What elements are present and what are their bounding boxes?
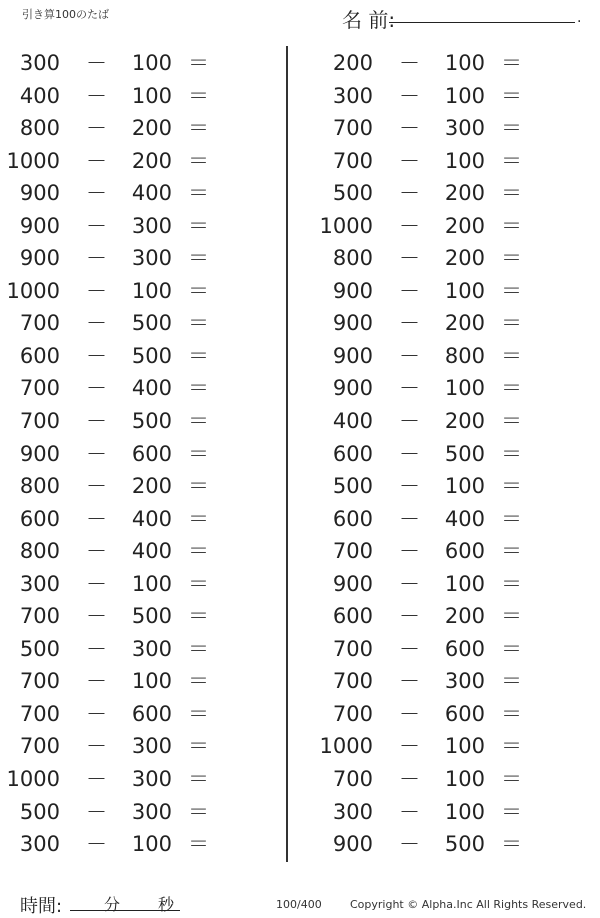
minus-sign: －: [86, 181, 107, 206]
problem-row: [313, 80, 593, 113]
minuend: 500: [19, 799, 60, 824]
problem-row: [313, 600, 593, 633]
problem-row: [313, 340, 593, 373]
minus-sign: －: [399, 246, 420, 271]
minus-sign: －: [86, 51, 107, 75]
minuend: 300: [19, 51, 60, 75]
minus-sign: －: [399, 278, 420, 303]
subtrahend: 100: [444, 278, 485, 303]
minus-sign: －: [399, 701, 420, 726]
equals-sign: ＝: [188, 474, 209, 499]
equals-sign: ＝: [501, 278, 522, 303]
minus-sign: －: [399, 799, 420, 824]
minuend: 400: [332, 409, 373, 434]
problem-row: [0, 535, 280, 568]
minuend: 600: [19, 506, 60, 531]
minus-sign: －: [86, 376, 107, 401]
equals-sign: ＝: [501, 116, 522, 141]
minuend: 300: [19, 571, 60, 596]
subtrahend: 100: [444, 474, 485, 499]
problem-row: [313, 177, 593, 210]
problem-row: [313, 470, 593, 503]
minus-sign: －: [86, 799, 107, 824]
equals-sign: ＝: [501, 799, 522, 824]
minuend: 500: [19, 636, 60, 661]
subtrahend: 400: [131, 506, 172, 531]
minuend: 800: [19, 116, 60, 141]
minus-sign: －: [86, 604, 107, 629]
minuend: 1000: [319, 213, 373, 238]
minus-sign: －: [399, 669, 420, 694]
equals-sign: ＝: [188, 701, 209, 726]
equals-sign: ＝: [188, 311, 209, 336]
problem-row: [313, 796, 593, 829]
left-problem-column: [0, 47, 280, 861]
minus-sign: －: [399, 474, 420, 499]
subtrahend: 500: [131, 343, 172, 368]
minuend: 900: [332, 343, 373, 368]
minuend: 600: [19, 343, 60, 368]
subtrahend: 800: [444, 343, 485, 368]
subtrahend: 300: [131, 799, 172, 824]
equals-sign: ＝: [188, 539, 209, 564]
equals-sign: ＝: [501, 83, 522, 108]
problem-row: [313, 405, 593, 438]
equals-sign: ＝: [188, 116, 209, 141]
minus-sign: －: [86, 571, 107, 596]
equals-sign: ＝: [501, 539, 522, 564]
problem-row: [0, 210, 280, 243]
equals-sign: ＝: [188, 409, 209, 434]
equals-sign: ＝: [501, 213, 522, 238]
minuend: 900: [332, 376, 373, 401]
minus-sign: －: [399, 571, 420, 596]
problem-row: [313, 535, 593, 568]
problem-row: [313, 828, 593, 861]
equals-sign: ＝: [501, 474, 522, 499]
subtrahend: 400: [131, 539, 172, 564]
subtrahend: 200: [131, 474, 172, 499]
subtrahend: 500: [444, 832, 485, 857]
subtrahend: 100: [444, 148, 485, 173]
equals-sign: ＝: [501, 181, 522, 206]
subtrahend: 300: [131, 636, 172, 661]
minus-sign: －: [399, 734, 420, 759]
equals-sign: ＝: [501, 51, 522, 75]
minus-sign: －: [86, 767, 107, 792]
subtrahend: 500: [131, 311, 172, 336]
subtrahend: 100: [131, 832, 172, 857]
minuend: 700: [19, 669, 60, 694]
minuend: 700: [19, 604, 60, 629]
subtrahend: 500: [131, 409, 172, 434]
subtrahend: 100: [444, 799, 485, 824]
equals-sign: ＝: [501, 832, 522, 857]
subtrahend: 300: [444, 116, 485, 141]
minuend: 600: [332, 604, 373, 629]
subtrahend: 200: [444, 246, 485, 271]
minus-sign: －: [86, 474, 107, 499]
minus-sign: －: [399, 441, 420, 466]
problem-row: [0, 307, 280, 340]
subtrahend: 400: [444, 506, 485, 531]
subtrahend: 300: [131, 213, 172, 238]
problem-row: [0, 275, 280, 308]
subtrahend: 100: [131, 669, 172, 694]
minus-sign: －: [86, 148, 107, 173]
name-input-line[interactable]: [389, 22, 575, 23]
equals-sign: ＝: [501, 148, 522, 173]
minus-sign: －: [399, 148, 420, 173]
problem-row: [313, 633, 593, 666]
subtrahend: 100: [131, 278, 172, 303]
minuend: 900: [332, 311, 373, 336]
minuend: 700: [19, 701, 60, 726]
minuend: 700: [19, 376, 60, 401]
minuend: 900: [332, 832, 373, 857]
minus-sign: －: [86, 343, 107, 368]
equals-sign: ＝: [188, 506, 209, 531]
equals-sign: ＝: [501, 441, 522, 466]
minus-sign: －: [86, 539, 107, 564]
minuend: 900: [19, 181, 60, 206]
equals-sign: ＝: [501, 376, 522, 401]
problem-row: [0, 503, 280, 536]
problem-row: [0, 568, 280, 601]
equals-sign: ＝: [501, 311, 522, 336]
minuend: 900: [332, 571, 373, 596]
subtrahend: 600: [131, 441, 172, 466]
subtrahend: 500: [444, 441, 485, 466]
problem-row: [313, 112, 593, 145]
equals-sign: ＝: [188, 604, 209, 629]
equals-sign: ＝: [188, 148, 209, 173]
problem-row: [0, 730, 280, 763]
problem-row: [313, 145, 593, 178]
subtrahend: 600: [444, 539, 485, 564]
equals-sign: ＝: [501, 571, 522, 596]
equals-sign: ＝: [188, 181, 209, 206]
problem-row: [313, 242, 593, 275]
minuend: 400: [19, 83, 60, 108]
equals-sign: ＝: [501, 604, 522, 629]
column-divider: [286, 46, 288, 862]
problem-row: [0, 242, 280, 275]
problem-row: [0, 47, 280, 80]
problem-row: [0, 633, 280, 666]
minus-sign: －: [399, 767, 420, 792]
minus-sign: －: [399, 539, 420, 564]
minuend: 200: [332, 51, 373, 75]
equals-sign: ＝: [188, 799, 209, 824]
subtrahend: 300: [131, 734, 172, 759]
problem-row: [0, 438, 280, 471]
problem-row: [0, 177, 280, 210]
subtrahend: 400: [131, 376, 172, 401]
subtrahend: 100: [444, 83, 485, 108]
minuend: 700: [332, 148, 373, 173]
subtrahend: 100: [444, 734, 485, 759]
minus-sign: －: [86, 636, 107, 661]
problem-row: [0, 828, 280, 861]
equals-sign: ＝: [188, 278, 209, 303]
problem-row: [313, 372, 593, 405]
name-label: 名 前:: [342, 8, 396, 32]
equals-sign: ＝: [501, 343, 522, 368]
equals-sign: ＝: [188, 376, 209, 401]
minuend: 800: [19, 539, 60, 564]
equals-sign: ＝: [188, 441, 209, 466]
equals-sign: ＝: [188, 343, 209, 368]
equals-sign: ＝: [188, 832, 209, 857]
subtrahend: 300: [131, 767, 172, 792]
problem-row: [0, 796, 280, 829]
subtrahend: 200: [131, 148, 172, 173]
subtrahend: 200: [444, 409, 485, 434]
subtrahend: 300: [131, 246, 172, 271]
minus-sign: －: [399, 636, 420, 661]
minuend: 900: [19, 246, 60, 271]
problem-row: [0, 405, 280, 438]
minuend: 300: [332, 83, 373, 108]
problem-row: [313, 698, 593, 731]
problem-row: [0, 80, 280, 113]
minus-sign: －: [399, 409, 420, 434]
subtrahend: 100: [444, 51, 485, 75]
seconds-label: 秒: [158, 895, 175, 914]
minuend: 700: [332, 767, 373, 792]
minus-sign: －: [399, 181, 420, 206]
equals-sign: ＝: [501, 734, 522, 759]
subtrahend: 600: [444, 701, 485, 726]
minus-sign: －: [86, 213, 107, 238]
equals-sign: ＝: [188, 51, 209, 75]
problem-row: [0, 600, 280, 633]
subtrahend: 100: [444, 376, 485, 401]
subtrahend: 600: [444, 636, 485, 661]
equals-sign: ＝: [188, 669, 209, 694]
minus-sign: －: [86, 311, 107, 336]
problem-row: [313, 503, 593, 536]
equals-sign: ＝: [188, 767, 209, 792]
minuend: 1000: [319, 734, 373, 759]
subtrahend: 300: [444, 669, 485, 694]
minuend: 700: [19, 409, 60, 434]
minuend: 700: [19, 734, 60, 759]
problem-row: [0, 763, 280, 796]
minuend: 1000: [6, 148, 60, 173]
problem-row: [0, 145, 280, 178]
copyright-notice: Copyright © Alpha.Inc All Rights Reserved.: [350, 898, 587, 911]
equals-sign: ＝: [501, 767, 522, 792]
minus-sign: －: [399, 83, 420, 108]
problem-row: [313, 665, 593, 698]
minus-sign: －: [399, 376, 420, 401]
problem-row: [313, 730, 593, 763]
equals-sign: ＝: [501, 506, 522, 531]
subtrahend: 500: [131, 604, 172, 629]
minus-sign: －: [86, 116, 107, 141]
subtrahend: 100: [131, 571, 172, 596]
time-label: 時間:: [20, 896, 63, 917]
minus-sign: －: [399, 343, 420, 368]
equals-sign: ＝: [188, 83, 209, 108]
minuend: 1000: [6, 767, 60, 792]
subtrahend: 100: [444, 571, 485, 596]
subtrahend: 100: [131, 83, 172, 108]
minuend: 600: [332, 441, 373, 466]
minuend: 300: [19, 832, 60, 857]
minuend: 700: [332, 116, 373, 141]
equals-sign: ＝: [501, 636, 522, 661]
minuend: 900: [332, 278, 373, 303]
minus-sign: －: [399, 506, 420, 531]
problem-row: [313, 438, 593, 471]
subtrahend: 200: [444, 213, 485, 238]
minus-sign: －: [86, 506, 107, 531]
minuend: 300: [332, 799, 373, 824]
minuend: 700: [19, 311, 60, 336]
minus-sign: －: [399, 213, 420, 238]
name-dot: .: [577, 10, 582, 26]
minus-sign: －: [86, 409, 107, 434]
minuend: 500: [332, 474, 373, 499]
equals-sign: ＝: [501, 246, 522, 271]
subtrahend: 200: [444, 604, 485, 629]
minus-sign: －: [399, 116, 420, 141]
equals-sign: ＝: [501, 701, 522, 726]
minus-sign: －: [399, 311, 420, 336]
subtrahend: 200: [131, 116, 172, 141]
equals-sign: ＝: [501, 409, 522, 434]
equals-sign: ＝: [188, 636, 209, 661]
minuend: 700: [332, 669, 373, 694]
problem-row: [0, 340, 280, 373]
worksheet-title: 引き算100のたば: [22, 8, 109, 21]
subtrahend: 400: [131, 181, 172, 206]
minus-sign: －: [86, 278, 107, 303]
equals-sign: ＝: [188, 246, 209, 271]
minus-sign: －: [399, 604, 420, 629]
problem-row: [0, 698, 280, 731]
minus-sign: －: [86, 669, 107, 694]
minuend: 900: [19, 441, 60, 466]
problem-row: [0, 372, 280, 405]
minuend: 800: [332, 246, 373, 271]
subtrahend: 200: [444, 311, 485, 336]
minuend: 700: [332, 701, 373, 726]
subtrahend: 200: [444, 181, 485, 206]
equals-sign: ＝: [188, 213, 209, 238]
problem-row: [313, 275, 593, 308]
minus-sign: －: [399, 832, 420, 857]
problem-row: [313, 47, 593, 80]
right-problem-column: [313, 47, 593, 861]
minuend: 500: [332, 181, 373, 206]
page-count: 100/400: [276, 898, 322, 911]
minuend: 1000: [6, 278, 60, 303]
minus-sign: －: [86, 832, 107, 857]
minuend: 600: [332, 506, 373, 531]
minus-sign: －: [86, 83, 107, 108]
problem-row: [313, 210, 593, 243]
minus-sign: －: [86, 246, 107, 271]
minuend: 900: [19, 213, 60, 238]
minutes-label: 分: [104, 895, 121, 914]
minus-sign: －: [399, 51, 420, 75]
equals-sign: ＝: [501, 669, 522, 694]
subtrahend: 100: [131, 51, 172, 75]
problem-row: [313, 568, 593, 601]
equals-sign: ＝: [188, 734, 209, 759]
minus-sign: －: [86, 734, 107, 759]
problem-row: [0, 470, 280, 503]
problem-row: [0, 112, 280, 145]
problem-row: [313, 763, 593, 796]
subtrahend: 100: [444, 767, 485, 792]
minus-sign: －: [86, 701, 107, 726]
problem-row: [313, 307, 593, 340]
minuend: 700: [332, 539, 373, 564]
problem-row: [0, 665, 280, 698]
minuend: 800: [19, 474, 60, 499]
minuend: 700: [332, 636, 373, 661]
subtrahend: 600: [131, 701, 172, 726]
equals-sign: ＝: [188, 571, 209, 596]
minus-sign: －: [86, 441, 107, 466]
